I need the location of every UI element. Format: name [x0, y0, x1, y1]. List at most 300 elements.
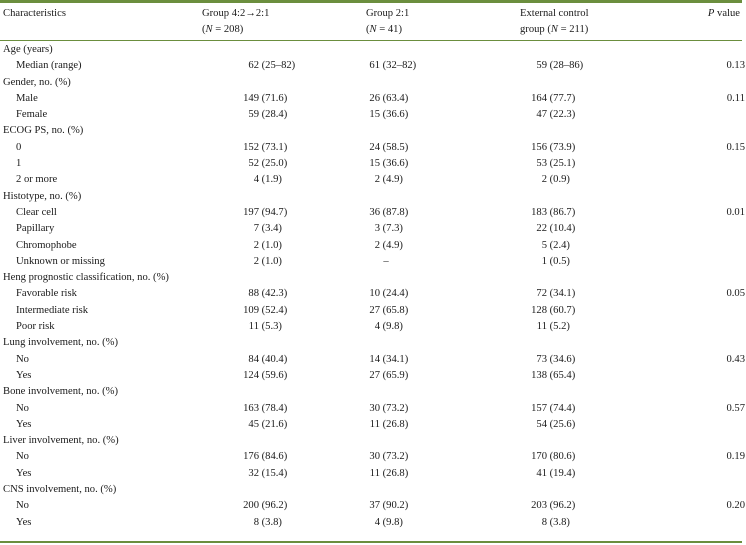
percent-value: (94.7): [259, 206, 288, 218]
count-value: 15: [369, 158, 380, 170]
table-section-header: [0, 42, 746, 58]
percent-value: (60.7): [547, 304, 576, 316]
count-value: 4: [374, 516, 380, 528]
percent-value: (73.9): [547, 141, 576, 153]
table-row: [0, 91, 746, 107]
percent-value: (84.6): [259, 451, 288, 463]
value-cell: [366, 270, 520, 286]
percent-value: (25–82): [259, 60, 296, 72]
value-cell: [202, 401, 366, 417]
header-group-2-1: Group 2:1 (N = 41): [366, 8, 410, 35]
value-cell: [366, 498, 520, 514]
p-value-cell: [720, 189, 746, 205]
value-cell: [520, 172, 720, 188]
count-value: 200: [243, 500, 259, 512]
table-row: [0, 156, 746, 172]
percent-value: (28–86): [547, 60, 584, 72]
percent-value: (9.8): [380, 516, 403, 528]
p-value-cell: [720, 466, 746, 482]
count-value: 8: [253, 516, 259, 528]
table-bottom-rule: [0, 541, 742, 543]
count-value: 45: [248, 418, 259, 430]
value-cell: [520, 91, 720, 107]
percent-value: (5.3): [259, 321, 282, 333]
value-cell: [520, 107, 720, 123]
percent-value: (0.5): [547, 255, 570, 267]
table-row: [0, 417, 746, 433]
row-label: No: [16, 353, 29, 365]
percent-value: (1.0): [259, 255, 282, 267]
value-cell: [202, 221, 366, 237]
count-value: 203: [531, 500, 547, 512]
percent-value: (9.8): [380, 321, 403, 333]
percent-value: (2.4): [547, 239, 570, 251]
percent-value: (78.4): [259, 402, 288, 414]
table-row: [0, 303, 746, 319]
count-value: 2: [253, 255, 259, 267]
table-row: [0, 58, 746, 74]
value-cell: [366, 91, 520, 107]
value-cell: [202, 417, 366, 433]
table-row: [0, 352, 746, 368]
p-value-cell: [720, 123, 746, 139]
percent-value: (65.9): [380, 369, 409, 381]
value-cell: [366, 368, 520, 384]
p-value-cell: [720, 107, 746, 123]
count-value: 176: [243, 451, 259, 463]
value-cell: [520, 515, 720, 531]
value-cell: [366, 107, 520, 123]
row-label: Yes: [16, 516, 32, 528]
percent-value: (34.6): [547, 353, 576, 365]
p-value-cell: 0.20: [726, 500, 745, 512]
p-value-cell: 0.01: [726, 206, 745, 218]
count-value: 2: [374, 239, 380, 251]
percent-value: (71.6): [259, 92, 288, 104]
value-cell: [202, 384, 366, 400]
value-cell: [366, 42, 520, 58]
value-cell: [202, 91, 366, 107]
count-value: 11: [369, 467, 380, 479]
table-row: [0, 286, 746, 302]
count-value: 54: [536, 418, 547, 430]
count-value: 24: [369, 141, 380, 153]
table-row: [0, 498, 746, 514]
table-section-header: [0, 123, 746, 139]
percent-value: (1.9): [259, 174, 282, 186]
p-value-cell: 0.13: [726, 60, 745, 72]
percent-value: (52.4): [259, 304, 288, 316]
count-value: 2: [374, 174, 380, 186]
percent-value: (7.3): [380, 223, 403, 235]
value-cell: [366, 140, 520, 156]
value-cell: [366, 466, 520, 482]
percent-value: (96.2): [259, 500, 288, 512]
count-value: 62: [248, 60, 259, 72]
percent-value: (86.7): [547, 206, 576, 218]
p-value-cell: [720, 221, 746, 237]
value-cell: [520, 482, 720, 498]
percent-value: (15.4): [259, 467, 288, 479]
table-row: [0, 172, 746, 188]
percent-value: (58.5): [380, 141, 409, 153]
row-label: No: [16, 402, 29, 414]
count-value: 7: [253, 223, 259, 235]
value-cell: [202, 482, 366, 498]
percent-value: (10.4): [547, 223, 576, 235]
percent-value: (26.8): [380, 418, 409, 430]
value-cell: [202, 449, 366, 465]
value-cell: [366, 205, 520, 221]
count-value: 22: [536, 223, 547, 235]
row-label: Unknown or missing: [16, 255, 105, 267]
percent-value: (42.3): [259, 288, 288, 300]
header-external-control: External control group (N = 211): [520, 8, 589, 35]
value-cell: [520, 156, 720, 172]
percent-value: (59.6): [259, 369, 288, 381]
value-cell: [202, 286, 366, 302]
row-label: Favorable risk: [16, 288, 77, 300]
count-value: 3: [374, 223, 380, 235]
row-label: Heng prognostic classification, no. (%): [3, 272, 169, 284]
count-value: 41: [536, 467, 547, 479]
table-row: [0, 254, 746, 270]
row-label: Yes: [16, 467, 32, 479]
value-cell: [202, 433, 366, 449]
value-cell: [202, 352, 366, 368]
value-cell: [366, 156, 520, 172]
count-value: 59: [248, 109, 259, 121]
percent-value: (21.6): [259, 418, 288, 430]
count-value: 5: [541, 239, 547, 251]
row-label: Clear cell: [16, 206, 57, 218]
count-value: 170: [531, 451, 547, 463]
row-label: Bone involvement, no. (%): [3, 386, 119, 398]
missing-dash: –: [383, 255, 389, 267]
row-label: Female: [16, 109, 48, 121]
value-cell: [366, 482, 520, 498]
value-cell: [366, 384, 520, 400]
value-cell: [520, 335, 720, 351]
value-cell: [202, 254, 366, 270]
p-value-cell: [720, 172, 746, 188]
value-cell: [366, 449, 520, 465]
table-row: [0, 368, 746, 384]
value-cell: [366, 417, 520, 433]
count-value: 163: [243, 402, 259, 414]
table-body: [0, 42, 746, 531]
value-cell: [366, 123, 520, 139]
count-value: 138: [531, 369, 547, 381]
value-cell: [366, 172, 520, 188]
percent-value: (65.4): [547, 369, 576, 381]
header-group-4-2-2-1: Group 4:2→2:1 (N = 208): [202, 8, 270, 35]
row-label: CNS involvement, no. (%): [3, 484, 117, 496]
value-cell: [366, 75, 520, 91]
count-value: 37: [369, 500, 380, 512]
percent-value: (32–82): [380, 60, 417, 72]
value-cell: [366, 401, 520, 417]
count-value: 73: [536, 353, 547, 365]
value-cell: [520, 221, 720, 237]
p-value-cell: [720, 42, 746, 58]
count-value: 152: [243, 141, 259, 153]
p-value-cell: [720, 335, 746, 351]
count-value: 197: [243, 206, 259, 218]
p-value-cell: [720, 238, 746, 254]
table-row: [0, 205, 746, 221]
value-cell: [366, 238, 520, 254]
count-value: 36: [369, 206, 380, 218]
value-cell: [520, 433, 720, 449]
percent-value: (3.4): [259, 223, 282, 235]
row-label: Yes: [16, 418, 32, 430]
value-cell: [202, 58, 366, 74]
table-section-header: [0, 189, 746, 205]
p-value-cell: [720, 156, 746, 172]
value-cell: [202, 42, 366, 58]
value-cell: [366, 515, 520, 531]
count-value: 11: [248, 321, 259, 333]
count-value: 26: [369, 92, 380, 104]
count-value: 27: [369, 304, 380, 316]
table-row: [0, 107, 746, 123]
value-cell: [366, 189, 520, 205]
p-value-cell: [720, 368, 746, 384]
value-cell: [520, 189, 720, 205]
row-label: Chromophobe: [16, 239, 77, 251]
percent-value: (36.6): [380, 109, 409, 121]
percent-value: (87.8): [380, 206, 409, 218]
percent-value: (34.1): [547, 288, 576, 300]
percent-value: (19.4): [547, 467, 576, 479]
p-value-cell: 0.57: [726, 402, 745, 414]
p-value-cell: [720, 75, 746, 91]
row-label: No: [16, 500, 29, 512]
row-label: Histotype, no. (%): [3, 190, 82, 202]
percent-value: (73.2): [380, 451, 409, 463]
table-row: [0, 140, 746, 156]
table-row: [0, 401, 746, 417]
count-value: 183: [531, 206, 547, 218]
table-section-header: [0, 384, 746, 400]
table-section-header: [0, 482, 746, 498]
value-cell: [366, 58, 520, 74]
table-section-header: [0, 75, 746, 91]
percent-value: (65.8): [380, 304, 409, 316]
value-cell: [520, 123, 720, 139]
percent-value: (34.1): [380, 353, 409, 365]
p-value-cell: [720, 319, 746, 335]
value-cell: [202, 368, 366, 384]
value-cell: [520, 205, 720, 221]
count-value: 47: [536, 109, 547, 121]
percent-value: (3.8): [547, 516, 570, 528]
value-cell: [520, 140, 720, 156]
count-value: 52: [248, 158, 259, 170]
count-value: 164: [531, 92, 547, 104]
value-cell: [202, 75, 366, 91]
row-label: Median (range): [16, 60, 82, 72]
percent-value: (4.9): [380, 239, 403, 251]
count-value: 128: [531, 304, 547, 316]
percent-value: (0.9): [547, 174, 570, 186]
table-row: [0, 515, 746, 531]
p-value-cell: 0.43: [726, 353, 745, 365]
value-cell: [202, 140, 366, 156]
row-label: Papillary: [16, 223, 55, 235]
value-cell: [366, 352, 520, 368]
value-cell: [520, 254, 720, 270]
value-cell: [202, 238, 366, 254]
count-value: 10: [369, 288, 380, 300]
value-cell: [520, 58, 720, 74]
value-cell: [202, 205, 366, 221]
count-value: 11: [369, 418, 380, 430]
count-value: 59: [536, 60, 547, 72]
row-label: Male: [16, 92, 38, 104]
count-value: 109: [243, 304, 259, 316]
p-value-cell: [720, 482, 746, 498]
table-section-header: [0, 270, 746, 286]
row-label: Poor risk: [16, 321, 55, 333]
percent-value: (74.4): [547, 402, 576, 414]
p-value-cell: [720, 303, 746, 319]
count-value: 1: [541, 255, 547, 267]
count-value: 32: [248, 467, 259, 479]
row-label: 1: [16, 158, 22, 170]
percent-value: (1.0): [259, 239, 282, 251]
table-section-header: [0, 433, 746, 449]
percent-value: (73.2): [380, 402, 409, 414]
value-cell: [202, 156, 366, 172]
percent-value: (96.2): [547, 500, 576, 512]
value-cell: [366, 319, 520, 335]
row-label: Age (years): [3, 44, 53, 55]
row-label: 0: [16, 141, 22, 153]
table-row: [0, 449, 746, 465]
percent-value: (28.4): [259, 109, 288, 121]
value-cell: [202, 172, 366, 188]
header-rule: [0, 40, 742, 41]
p-value-cell: [720, 433, 746, 449]
percent-value: (4.9): [380, 174, 403, 186]
count-value: 27: [369, 369, 380, 381]
value-cell: [202, 123, 366, 139]
count-value: 14: [369, 353, 380, 365]
count-value: 84: [248, 353, 259, 365]
p-value-cell: [720, 384, 746, 400]
table-row: [0, 221, 746, 237]
value-cell: [366, 433, 520, 449]
value-cell: [520, 401, 720, 417]
percent-value: (3.8): [259, 516, 282, 528]
row-label: No: [16, 451, 29, 463]
p-value-cell: [720, 515, 746, 531]
table-row: [0, 466, 746, 482]
percent-value: (5.2): [547, 321, 570, 333]
count-value: 30: [369, 402, 380, 414]
value-cell: [202, 335, 366, 351]
table-row: [0, 238, 746, 254]
count-value: 15: [369, 109, 380, 121]
value-cell: [520, 75, 720, 91]
value-cell: [520, 352, 720, 368]
value-cell: [520, 417, 720, 433]
value-cell: [202, 498, 366, 514]
value-cell: [366, 303, 520, 319]
value-cell: [202, 303, 366, 319]
count-value: 30: [369, 451, 380, 463]
percent-value: (25.1): [547, 158, 576, 170]
percent-value: (36.6): [380, 158, 409, 170]
count-value: 4: [374, 321, 380, 333]
value-cell: [366, 221, 520, 237]
value-cell: [202, 189, 366, 205]
value-cell: [202, 107, 366, 123]
count-value: 149: [243, 92, 259, 104]
value-cell: [520, 498, 720, 514]
value-cell: [366, 254, 520, 270]
value-cell: [520, 449, 720, 465]
header-characteristics: Characteristics: [3, 8, 66, 19]
count-value: 8: [541, 516, 547, 528]
count-value: 61: [369, 60, 380, 72]
table-section-header: [0, 335, 746, 351]
row-label: Gender, no. (%): [3, 76, 71, 88]
percent-value: (63.4): [380, 92, 409, 104]
table-row: [0, 319, 746, 335]
p-value-cell: [720, 254, 746, 270]
percent-value: (22.3): [547, 109, 576, 121]
value-cell: [520, 42, 720, 58]
count-value: 4: [253, 174, 259, 186]
row-label: Liver involvement, no. (%): [3, 435, 119, 447]
table-top-rule: [0, 0, 742, 3]
value-cell: [366, 335, 520, 351]
row-label: Lung involvement, no. (%): [3, 337, 119, 349]
percent-value: (77.7): [547, 92, 576, 104]
p-value-cell: [720, 417, 746, 433]
p-value-cell: 0.11: [726, 92, 745, 104]
count-value: 124: [243, 369, 259, 381]
row-label: 2 or more: [16, 174, 58, 186]
value-cell: [520, 286, 720, 302]
percent-value: (25.6): [547, 418, 576, 430]
percent-value: (26.8): [380, 467, 409, 479]
value-cell: [520, 466, 720, 482]
p-value-cell: 0.05: [726, 288, 745, 300]
percent-value: (25.0): [259, 158, 288, 170]
count-value: 156: [531, 141, 547, 153]
count-value: 2: [253, 239, 259, 251]
row-label: Yes: [16, 369, 32, 381]
value-cell: [520, 238, 720, 254]
row-label: Intermediate risk: [16, 304, 89, 316]
value-cell: [202, 319, 366, 335]
count-value: 2: [541, 174, 547, 186]
percent-value: (80.6): [547, 451, 576, 463]
characteristics-table: [0, 42, 746, 531]
p-value-cell: [720, 270, 746, 286]
percent-value: (24.4): [380, 288, 409, 300]
percent-value: (90.2): [380, 500, 409, 512]
p-value-cell: 0.19: [726, 451, 745, 463]
count-value: 72: [536, 288, 547, 300]
p-value-cell: 0.15: [726, 141, 745, 153]
value-cell: [202, 466, 366, 482]
value-cell: [202, 270, 366, 286]
